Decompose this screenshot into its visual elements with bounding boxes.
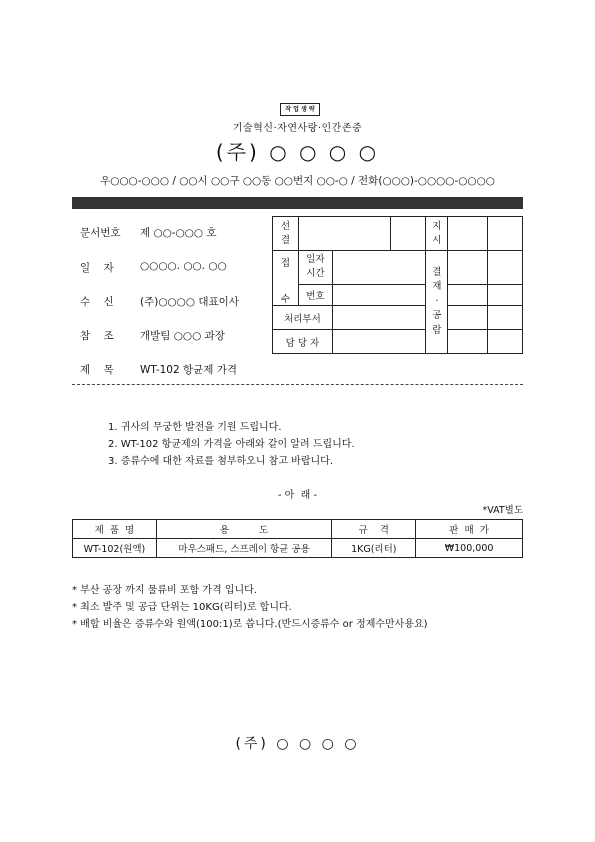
price-table-cell-price: ₩100,000 xyxy=(416,539,523,558)
cheori-buseo-cell[interactable] xyxy=(332,306,425,330)
price-table-header-price: 판 매 가 xyxy=(416,520,523,539)
price-table-header-usage: 용 도 xyxy=(156,520,332,539)
sun-gyeol-cell[interactable] xyxy=(298,217,390,251)
ilja-sigan-label: 일자 시간 xyxy=(298,251,332,285)
jeop-su-label xyxy=(273,251,299,306)
field-value-subject: WT-102 항균제 가격 xyxy=(140,364,238,376)
price-table xyxy=(72,519,523,558)
jisi-cell-1[interactable] xyxy=(448,217,488,251)
field-value-doc-number: 제 ○○-○○○ 호 xyxy=(140,227,217,239)
note-2: * 최소 발주 및 공급 단위는 10KG(리터)로 합니다. xyxy=(72,602,292,613)
approval-table xyxy=(272,216,523,354)
price-table-cell-spec: 1KG(리터) xyxy=(332,539,416,558)
vat-note: *VAT별도 xyxy=(482,505,523,516)
su-label: 수 xyxy=(280,294,291,305)
gyeoljae-gongram-label: 결 재 · 공 람 xyxy=(426,251,448,354)
beonho-label: 번호 xyxy=(298,284,332,305)
badge-label: 작 업 생 략 xyxy=(280,103,320,116)
sun-gyeol-extra-cell[interactable] xyxy=(390,217,426,251)
price-table-cell-product: WT-102(원액) xyxy=(73,539,157,558)
ilja-sigan-cell[interactable] xyxy=(332,251,425,285)
field-label-date: 일 자 xyxy=(80,262,114,274)
body-item-1: 1. 귀사의 무궁한 발전을 기원 드립니다. xyxy=(108,422,282,433)
price-table-cell-usage: 마우스패드, 스프레이 항균 공용 xyxy=(156,539,332,558)
company-name: (주) ○ ○ ○ ○ xyxy=(215,140,380,164)
price-table-header-spec: 규 격 xyxy=(332,520,416,539)
price-table-header-product: 제 품 명 xyxy=(73,520,157,539)
field-label-doc-number: 문서번호 xyxy=(80,227,121,239)
table-row xyxy=(73,539,523,558)
damdangja-label: 담 당 자 xyxy=(273,330,333,354)
company-address: 우○○○-○○○ / ○○시 ○○구 ○○동 ○○번지 ○○-○ / 전화(○○○)-○○○○-○○○○ xyxy=(100,175,495,187)
field-label-subject: 제 목 xyxy=(80,364,114,376)
sun-gyeol-label: 선 결 xyxy=(273,217,299,251)
gyeoljae-cell-2[interactable] xyxy=(488,251,523,285)
gyeoljae-cell-4[interactable] xyxy=(488,284,523,305)
body-item-3: 3. 증류수에 대한 자료를 첨부하오니 참고 바랍니다. xyxy=(108,456,333,467)
gongram-cell-3[interactable] xyxy=(448,330,488,354)
gongram-cell-2[interactable] xyxy=(488,306,523,330)
field-value-reference: 개발팀 ○○○ 과장 xyxy=(140,330,225,342)
field-value-recipient: (주)○○○○ 대표이사 xyxy=(140,296,239,308)
beonho-cell[interactable] xyxy=(332,284,425,305)
section-divider xyxy=(72,384,523,385)
damdangja-cell[interactable] xyxy=(332,330,425,354)
gyeoljae-cell-1[interactable] xyxy=(448,251,488,285)
note-3: * 배합 비율은 증류수와 원액(100:1)로 씁니다.(반드시증류수 or 정제수만사용요) xyxy=(72,619,428,630)
gyeoljae-cell-3[interactable] xyxy=(448,284,488,305)
note-1: * 부산 공장 까지 물류비 포함 가격 입니다. xyxy=(72,585,257,596)
field-label-recipient: 수 신 xyxy=(80,296,114,308)
gongram-cell-4[interactable] xyxy=(488,330,523,354)
jisi-label: 지 시 xyxy=(426,217,448,251)
jisi-cell-2[interactable] xyxy=(488,217,523,251)
section-title: - 아 래 - xyxy=(277,490,318,501)
jeop-label: 접 xyxy=(280,258,291,269)
company-slogan: 기술혁신·자연사랑·인간존중 xyxy=(232,123,363,134)
field-label-reference: 참 조 xyxy=(80,330,114,342)
footer-company-name: (주) ○ ○ ○ ○ xyxy=(235,736,360,752)
field-value-date: ○○○○. ○○. ○○ xyxy=(140,260,227,272)
cheori-buseo-label: 처리부서 xyxy=(273,306,333,330)
header-divider-bar xyxy=(72,197,523,209)
body-item-2: 2. WT-102 항균제의 가격을 아래와 같이 알려 드립니다. xyxy=(108,439,355,450)
gongram-cell-1[interactable] xyxy=(448,306,488,330)
